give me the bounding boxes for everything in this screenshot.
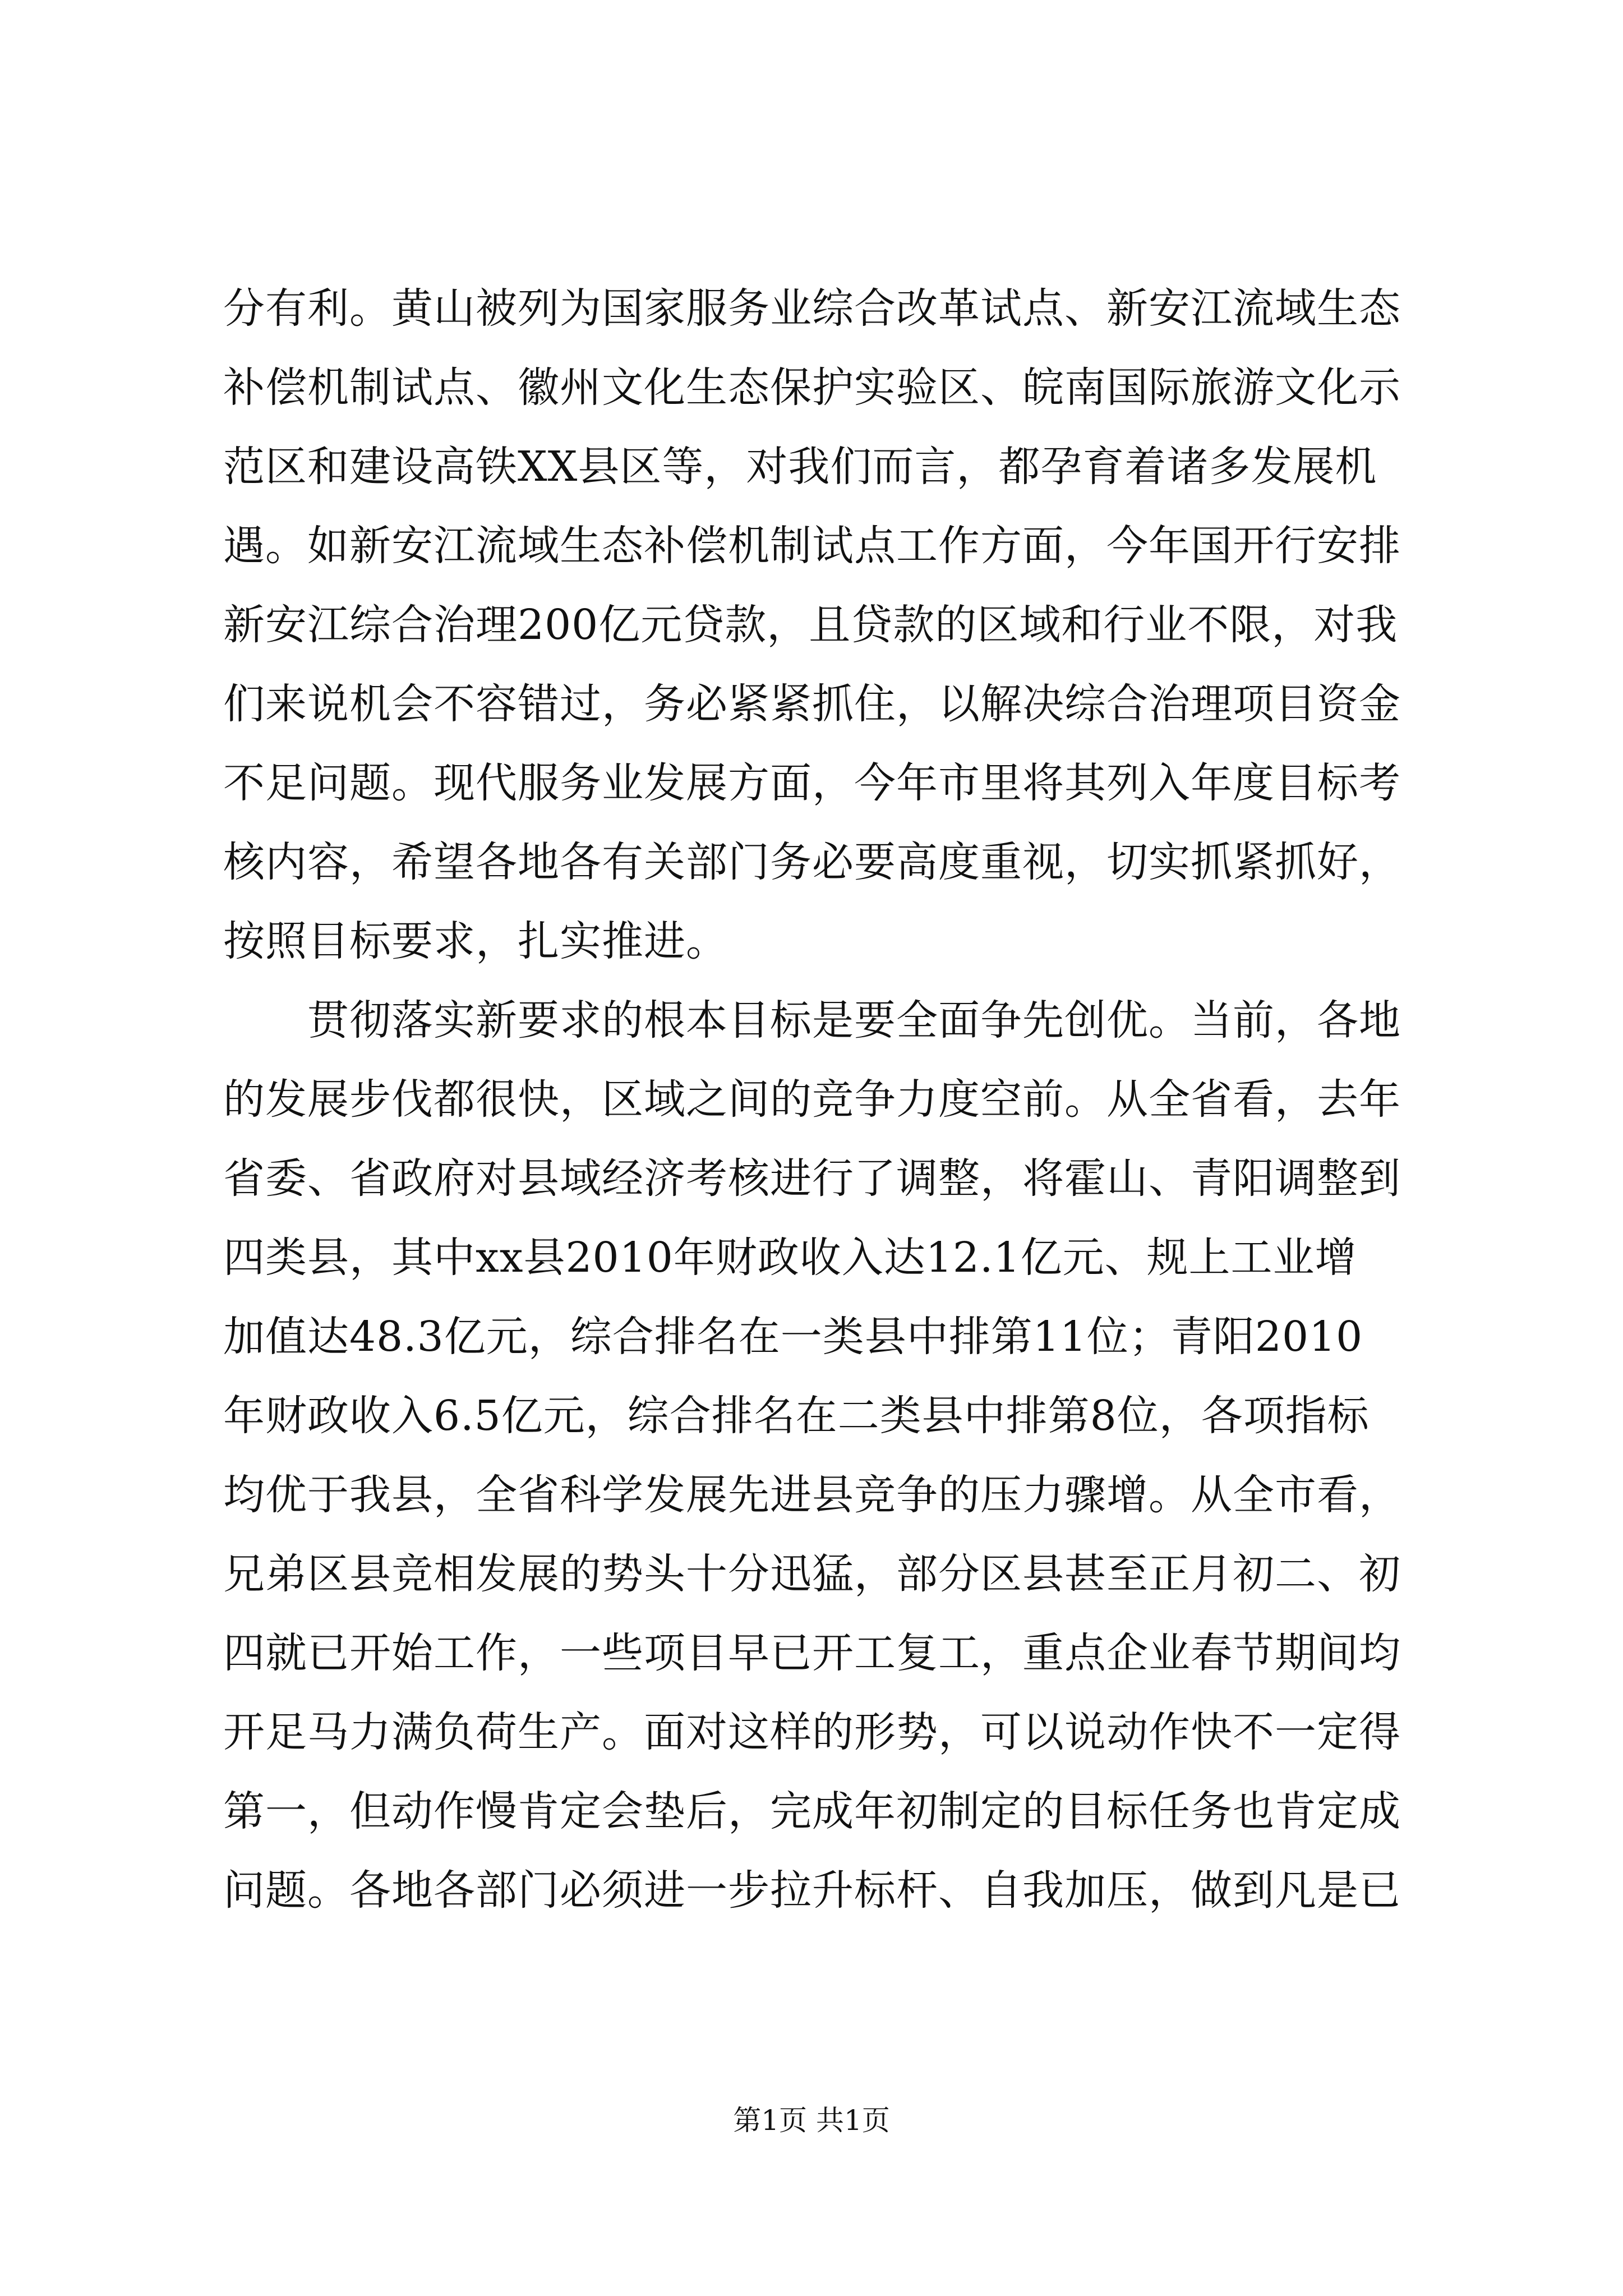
text-line: 新安江综合治理200亿元贷款，且贷款的区域和行业不限，对我	[223, 601, 1398, 649]
page-number-footer: 第1页 共1页	[733, 2104, 890, 2137]
text-line: 们来说机会不容错过，务必紧紧抓住，以解决综合治理项目资金	[223, 680, 1401, 728]
text-line: 范区和建设高铁XX县区等，对我们而言，都孕育着诸多发展机	[223, 443, 1377, 491]
text-line: 不足问题。现代服务业发展方面，今年市里将其列入年度目标考	[223, 759, 1401, 807]
text-line: 开足马力满负荷生产。面对这样的形势，可以说动作快不一定得	[223, 1708, 1401, 1756]
text-line: 核内容，希望各地各有关部门务必要高度重视，切实抓紧抓好，	[223, 838, 1401, 886]
text-line: 兄弟区县竞相发展的势头十分迅猛，部分区县甚至正月初二、初	[223, 1550, 1401, 1598]
text-line: 加值达48.3亿元，综合排名在一类县中排第11位；青阳2010	[223, 1313, 1363, 1361]
text-line: 遇。如新安江流域生态补偿机制试点工作方面，今年国开行安排	[223, 522, 1401, 570]
text-line: 按照目标要求，扎实推进。	[223, 917, 728, 965]
text-line: 四就已开始工作，一些项目早已开工复工，重点企业春节期间均	[223, 1629, 1401, 1677]
text-line: 均优于我县，全省科学发展先进县竞争的压力骤增。从全市看，	[223, 1471, 1401, 1519]
text-line: 问题。各地各部门必须进一步拉升标杆、自我加压，做到凡是已	[223, 1866, 1401, 1915]
body-text	[223, 269, 1435, 1930]
text-line: 年财政收入6.5亿元，综合排名在二类县中排第8位，各项指标	[223, 1392, 1370, 1440]
text-line: 省委、省政府对县域经济考核进行了调整，将霍山、青阳调整到	[223, 1154, 1401, 1203]
text-line: 四类县，其中xx县2010年财政收入达12.1亿元、规上工业增	[223, 1234, 1357, 1282]
text-line: 贯彻落实新要求的根本目标是要全面争先创优。当前，各地	[223, 996, 1401, 1045]
text-line: 补偿机制试点、徽州文化生态保护实验区、皖南国际旅游文化示	[223, 364, 1401, 412]
text-line: 的发展步伐都很快，区域之间的竞争力度空前。从全省看，去年	[223, 1075, 1401, 1124]
text-line: 分有利。黄山被列为国家服务业综合改革试点、新安江流域生态	[223, 284, 1401, 333]
text-line: 第一，但动作慢肯定会垫后，完成年初制定的目标任务也肯定成	[223, 1787, 1401, 1835]
